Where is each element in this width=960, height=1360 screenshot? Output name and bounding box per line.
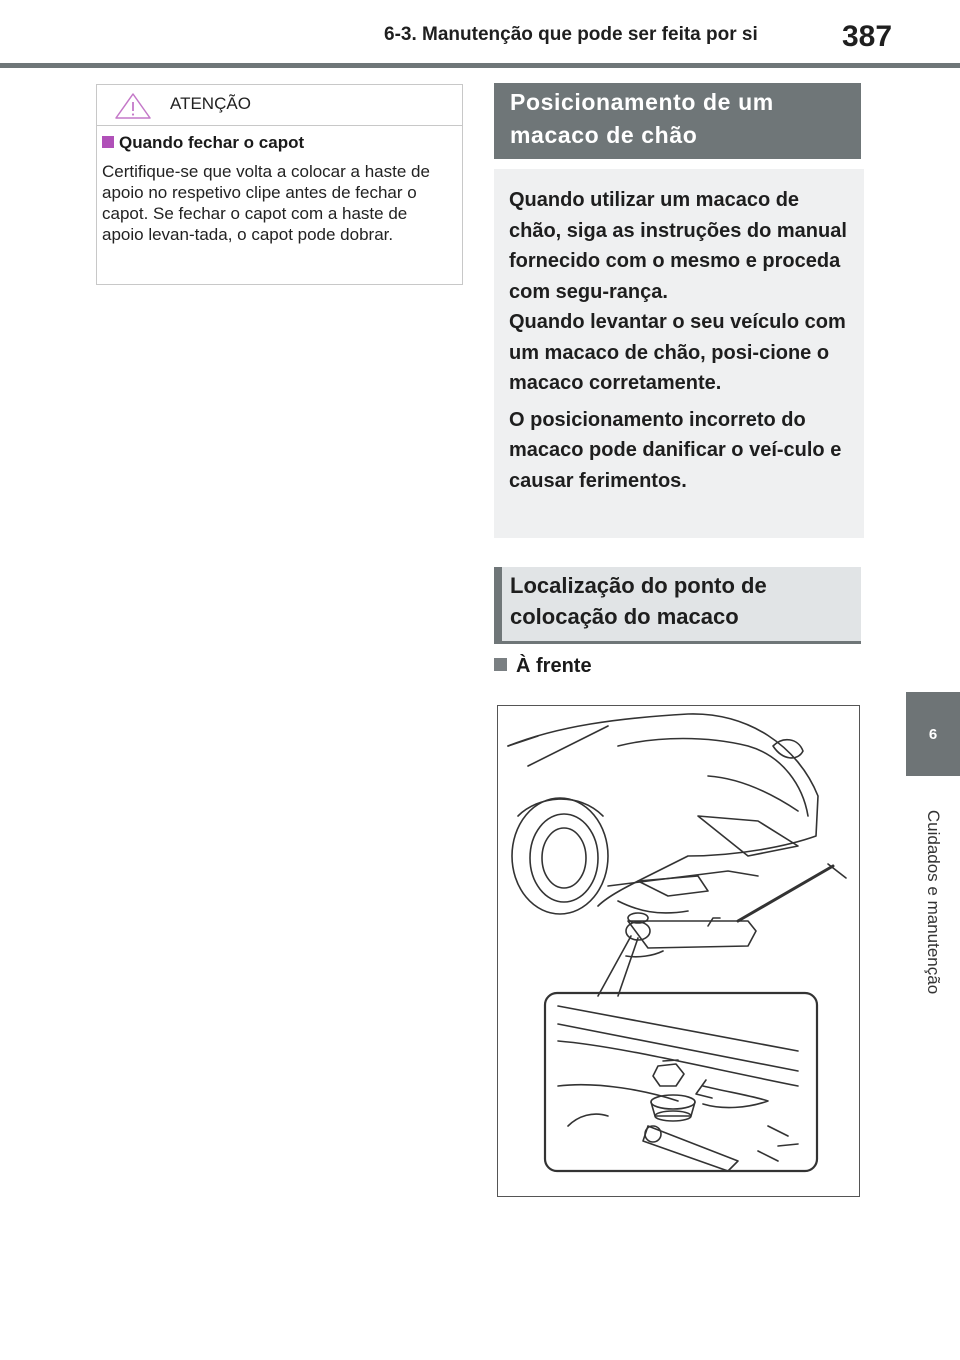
jack-paragraph-1: Quando utilizar um macaco de chão, siga as instruções do manual fornecido com o mesmo e proceda com segu-rança. <box>509 189 847 303</box>
jack-point-illustration <box>497 705 860 1197</box>
warning-title: ATENÇÃO <box>170 94 251 113</box>
warning-box <box>96 84 463 285</box>
front-label: À frente <box>516 655 592 677</box>
chapter-title: Cuidados e manutenção <box>924 809 943 995</box>
chapter-number: 6 <box>928 725 938 743</box>
bullet-square-icon <box>494 658 507 671</box>
warning-body: Certifique-se que volta a colocar a haste de apoio no respetivo clipe antes de fechar o capot. Se fechar o capot com a haste de apoio levan-tada, o capot pode dobrar. <box>102 162 430 244</box>
front-subheading <box>494 655 592 678</box>
car-underside-illustration <box>498 706 859 1196</box>
header-rule <box>0 63 960 68</box>
page-number: 387 <box>842 20 893 53</box>
warning-subtitle-text: Quando fechar o capot <box>119 133 305 152</box>
jack-instructions-box <box>494 169 864 538</box>
warning-subtitle <box>102 133 304 153</box>
bullet-square-icon <box>102 136 114 148</box>
jack-paragraph-2: Quando levantar o seu veículo com um macaco de chão, posi-cione o macaco corretamente. <box>509 311 846 394</box>
section-heading-location: Localização do ponto de colocação do macaco <box>494 567 861 644</box>
chapter-tab <box>906 692 960 776</box>
page-header-title: 6-3. Manutenção que pode ser feita por si <box>384 24 758 45</box>
section-heading-jack: Posicionamento de um macaco de chão <box>494 83 861 159</box>
warning-triangle-icon <box>114 92 152 120</box>
warning-header <box>97 85 462 126</box>
jack-paragraph-3: O posicionamento incorreto do macaco pode danificar o veí-culo e causar ferimentos. <box>509 408 842 492</box>
